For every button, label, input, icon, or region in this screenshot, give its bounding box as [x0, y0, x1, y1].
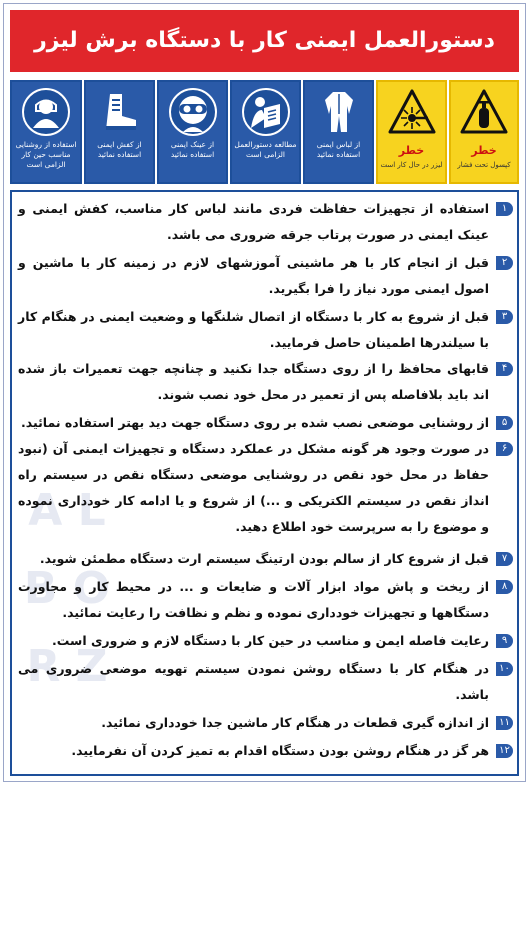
sign-caption: مطالعه دستورالعمل الزامی است — [234, 140, 297, 159]
laser-warning-icon — [388, 88, 436, 136]
sign-face-shield — [10, 80, 82, 184]
list-item — [12, 304, 517, 356]
read-manual-icon — [242, 88, 290, 136]
sign-laser-warning — [376, 80, 447, 184]
safety-sheet — [3, 3, 526, 782]
list-item — [12, 356, 517, 408]
item-number: ۲ — [496, 256, 513, 270]
sign-caption: استفاده از روشنایی مناسب حین کار الزامی است — [15, 140, 77, 169]
hazard-label: خطر — [471, 144, 497, 157]
sign-gas-cylinder — [449, 80, 519, 184]
list-item — [12, 574, 517, 626]
list-item — [12, 250, 517, 302]
item-text: از اندازه گیری قطعات در هنگام کار ماشین جدا خودداری نمائید. — [101, 715, 489, 730]
instructions-list — [10, 190, 519, 776]
item-text: قبل از شروع به کار با دستگاه از اتصال شلنگها و وضعیت ایمنی در هنگام کار با سیلندرها اطمینان حاصل فرمایید. — [18, 309, 489, 350]
item-text: قبل از انجام کار با هر ماشینی آموزشهای لازم در زمینه کار با ماشین و اصول ایمنی مورد نیاز را فرا بگیرید. — [18, 255, 489, 296]
safety-goggles-icon — [169, 88, 217, 136]
page-title: دستورالعمل ایمنی کار با دستگاه برش لیزر — [10, 10, 519, 72]
item-text: در صورت وجود هر گونه مشکل در عملکرد دستگاه و تجهیزات ایمنی آن (نبود حفاظ در محل خود نقص در روشنایی موضعی دستگاه نقص در سیستم راه انداز نقص در سیستم الکتریکی و ...) از شروع و یا ادامه کار خودداری نموده و موضوع را به سرپرست خود اطلاع دهید. — [18, 441, 489, 534]
sign-caption: لیزر در حال کار است — [380, 161, 443, 169]
sign-safety-boot — [84, 80, 155, 184]
item-text: قابهای محافظ را از روی دستگاه جدا نکنید و چنانچه جهت تعمیرات باز شده اند باید بلافاصله پس از تعمیر در محل خود نصب شوند. — [18, 361, 489, 402]
item-number: ۴ — [496, 362, 513, 376]
item-text: از روشنایی موضعی نصب شده بر روی دستگاه جهت دید بهتر استفاده نمائید. — [21, 415, 489, 430]
list-item — [12, 196, 517, 248]
list-item — [12, 410, 517, 436]
coverall-icon — [315, 88, 363, 136]
sign-caption: از کفش ایمنی استفاده نمائید — [97, 140, 142, 159]
safety-boot-icon — [96, 88, 144, 136]
sign-caption: کپسول تحت فشار — [457, 161, 511, 169]
item-number: ۱۲ — [496, 744, 513, 758]
list-item — [12, 656, 517, 708]
list-item — [12, 738, 517, 764]
item-number: ۱۰ — [496, 662, 513, 676]
item-text: از ریخت و پاش مواد ابزار آلات و ضایعات و ... در محیط کار و مجاورت دستگاهها و تجهیزات خودداری نموده و نظم و نظافت را رعایت نمائید. — [18, 579, 489, 620]
item-text: در هنگام کار با دستگاه روشن نمودن سیستم تهویه موضعی ضروری می باشد. — [18, 661, 489, 702]
list-item — [12, 628, 517, 654]
item-number: ۳ — [496, 310, 513, 324]
gas-cylinder-icon — [460, 88, 508, 136]
sign-caption: از عینک ایمنی استفاده نمائید — [170, 140, 215, 159]
item-text: استفاده از تجهیزات حفاظت فردی مانند لباس کار مناسب، کفش ایمنی و عینک ایمنی در صورت پرتاب جرقه ضروری می باشد. — [18, 201, 489, 242]
item-text: قبل از شروع کار از سالم بودن ارتینگ سیستم ارت دستگاه مطمئن شوید. — [39, 551, 489, 566]
item-text: هر گز در هنگام روشن بودن دستگاه اقدام به تمیز کردن آن نفرمایید. — [71, 743, 489, 758]
item-text: رعایت فاصله ایمن و مناسب در حین کار با دستگاه لازم و ضروری است. — [52, 633, 489, 648]
sign-caption: از لباس ایمنی استفاده نمائید — [316, 140, 361, 159]
item-number: ۹ — [496, 634, 513, 648]
list-item — [12, 436, 517, 540]
list-item — [12, 710, 517, 736]
sign-read-manual — [230, 80, 301, 184]
item-number: ۶ — [496, 442, 513, 456]
face-shield-icon — [22, 88, 70, 136]
item-number: ۱۱ — [496, 716, 513, 730]
hazard-label: خطر — [398, 144, 425, 157]
item-number: ۷ — [496, 552, 513, 566]
list-item — [12, 546, 517, 572]
watermark: A L B O R Z — [23, 485, 111, 692]
item-number: ۱ — [496, 202, 513, 216]
item-number: ۸ — [496, 580, 513, 594]
item-number: ۵ — [496, 416, 513, 430]
safety-signs-row — [10, 80, 519, 184]
sign-safety-goggles — [157, 80, 228, 184]
sign-coverall — [303, 80, 374, 184]
